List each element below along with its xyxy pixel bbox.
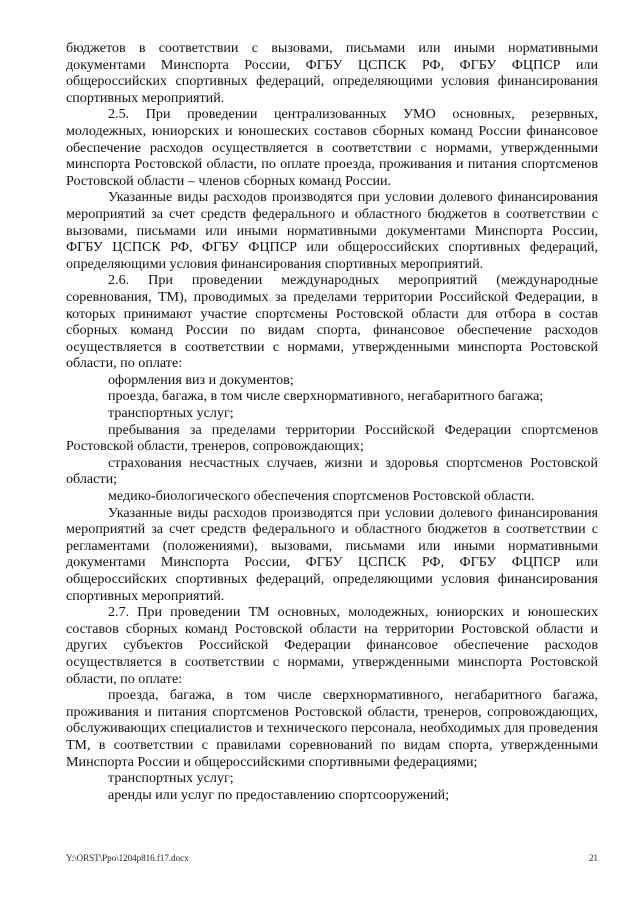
footer-page-number: 21 [589, 853, 598, 863]
paragraph: 2.7. При проведении ТМ основных, молодежных, юниорских и юношеских составов сборных команд Ростовской области на территории Ростовской области и других субъектов Российской Федерации финансовое обеспечение расходов осуществляется в соответствии с нормами, утвержденными минспорта Ростовской области, по оплате: [66, 604, 598, 687]
paragraph: Указанные виды расходов производятся при условии долевого финансирования мероприятий за счет средств федерального и областного бюджетов в соответствии с регламентами (положениями), вызовами, письмами или иными нормативными документами Минспорта России, ФГБУ ЦСПСК РФ, ФГБУ ФЦПСР или общероссийских спортивных федераций, определяющими условия финансирования спортивных мероприятий. [66, 504, 598, 604]
page-footer [66, 852, 598, 866]
paragraph: 2.6. При проведении международных мероприятий (международные соревнования, ТМ), проводимых за пределами территории Российской Федерации, в которых принимают участие спортсмены Ростовской области для отбора в состав сборных команд России по видам спорта, финансовое обеспечение расходов осуществляется в соответствии с нормами, утвержденными минспорта Ростовской области, по оплате: [66, 272, 598, 372]
paragraph: бюджетов в соответствии с вызовами, письмами или иными нормативными документами Минспорта России, ФГБУ ЦСПСК РФ, ФГБУ ФЦПСР или общероссийских спортивных федераций, определяющими условия финансирования спортивных мероприятий. [66, 40, 598, 106]
paragraph: страхования несчастных случаев, жизни и здоровья спортсменов Ростовской области; [66, 454, 598, 488]
paragraph: медико-биологического обеспечения спортсменов Ростовской области. [108, 488, 535, 505]
document-body [66, 40, 598, 803]
footer-file-path: Y:\ORST\Ppo\1204p816.f17.docx [66, 853, 189, 863]
paragraph: проезда, багажа, в том числе сверхнормативного, негабаритного багажа, проживания и питания спортсменов Ростовской области, тренеров, сопровождающих, обслуживающих специалистов и технического персонала, необходимых для проведения ТМ, в соответствии с правилами соревнований по видам спорта, утвержденными Минспорта России и общероссийскими спортивными федерациями; [66, 687, 598, 770]
paragraph: проезда, багажа, в том числе сверхнормативного, негабаритного багажа; [108, 388, 544, 405]
paragraph: оформления виз и документов; [108, 371, 294, 388]
paragraph: 2.5. При проведении централизованных УМО основных, резервных, молодежных, юниорских и юношеских составов сборных команд России финансовое обеспечение расходов осуществляется в соответствии с нормами, утвержденными минспорта Ростовской области, по оплате проезда, проживания и питания спортсменов Ростовской области – членов сборных команд России. [66, 106, 598, 189]
paragraph: Указанные виды расходов производятся при условии долевого финансирования мероприятий за счет средств федерального и областного бюджетов в соответствии с вызовами, письмами или иными нормативными документами Минспорта России, ФГБУ ЦСПСК РФ, ФГБУ ФЦПСР или общероссийских спортивных федераций, определяющими условия финансирования спортивных мероприятий. [66, 189, 598, 272]
paragraph: пребывания за пределами территории Российской Федерации спортсменов Ростовской области, тренеров, сопровождающих; [66, 421, 598, 455]
paragraph: аренды или услуг по предоставлению спортсооружений; [108, 786, 450, 803]
paragraph: транспортных услуг; [108, 770, 234, 787]
paragraph: транспортных услуг; [108, 405, 234, 422]
